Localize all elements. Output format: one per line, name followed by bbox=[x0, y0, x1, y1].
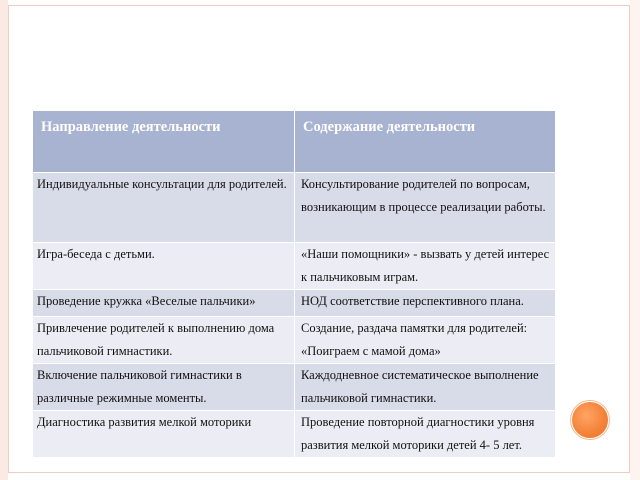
row-content-cell: «Наши помощники» - вызвать у детей интерес к пальчиковым играм. bbox=[295, 243, 556, 290]
slide-right-stripe bbox=[630, 0, 640, 480]
row-direction-cell: Диагностика развития мелкой моторики bbox=[33, 411, 295, 458]
header-content: Содержание деятельности bbox=[295, 111, 556, 173]
row-content-cell: Создание, раздача памятки для родителей: «Поиграем с мамой дома» bbox=[295, 317, 556, 364]
table-row bbox=[33, 364, 556, 411]
slide-left-stripe bbox=[0, 0, 8, 480]
table-row bbox=[33, 173, 556, 243]
activity-table bbox=[32, 110, 556, 458]
row-content-cell: Консультирование родителей по вопросам, возникающим в процессе реализации работы. bbox=[295, 173, 556, 243]
header-direction: Направление деятельности bbox=[33, 111, 295, 173]
table-row bbox=[33, 243, 556, 290]
row-direction-cell: Проведение кружка «Веселые пальчики» bbox=[33, 290, 295, 317]
table-row bbox=[33, 411, 556, 458]
row-content-cell: Проведение повторной диагностики уровня развития мелкой моторики детей 4- 5 лет. bbox=[295, 411, 556, 458]
table-header-row bbox=[33, 111, 556, 173]
row-direction-cell: Привлечение родителей к выполнению дома пальчиковой гимнастики. bbox=[33, 317, 295, 364]
activity-table-container bbox=[32, 110, 555, 458]
table-row bbox=[33, 290, 556, 317]
row-direction-cell: Индивидуальные консультации для родителей. bbox=[33, 173, 295, 243]
table-row bbox=[33, 317, 556, 364]
row-direction-cell: Включение пальчиковой гимнастики в различные режимные моменты. bbox=[33, 364, 295, 411]
row-content-cell: НОД соответствие перспективного плана. bbox=[295, 290, 556, 317]
row-content-cell: Каждодневное систематическое выполнение пальчиковой гимнастики. bbox=[295, 364, 556, 411]
row-direction-cell: Игра-беседа с детьми. bbox=[33, 243, 295, 290]
orange-circle-decoration bbox=[571, 401, 609, 439]
